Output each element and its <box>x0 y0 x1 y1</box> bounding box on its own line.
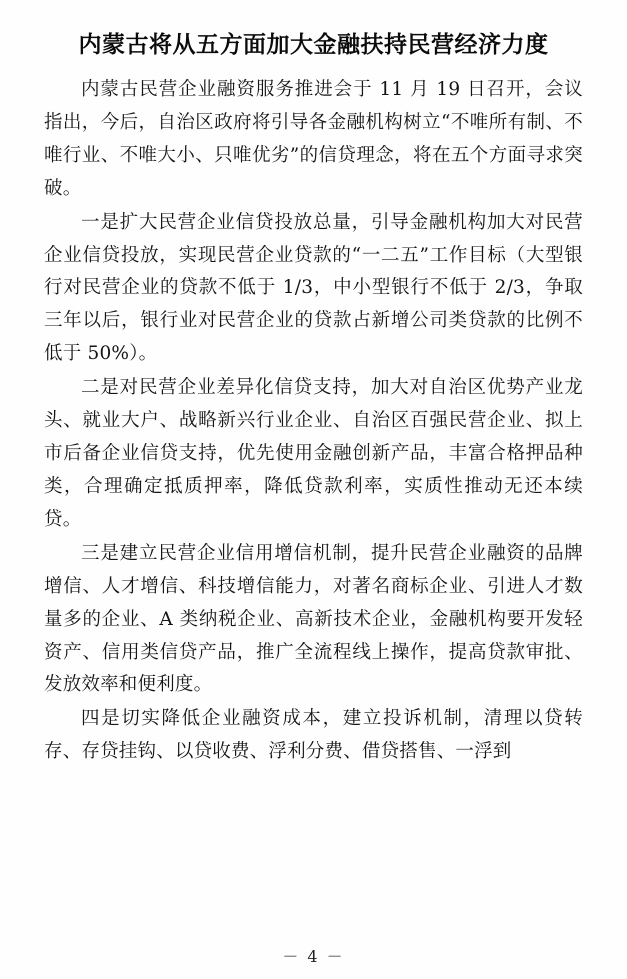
paragraph: 内蒙古民营企业融资服务推进会于 11 月 19 日召开，会议指出，今后，自治区政府将引导各金融机构树立“不唯所有制、不唯行业、不唯大小、只唯优劣”的信贷理念，将在五个方面寻求突破。 <box>44 78 583 199</box>
page-number: － 4 － <box>282 947 345 966</box>
document-body <box>44 74 583 769</box>
paragraph: 一是扩大民营企业信贷投放总量，引导金融机构加大对民营企业信贷投放，实现民营企业贷款的“一二五”工作目标（大型银行对民营企业的贷款不低于 1/3，中小型银行不低于 2/3，争取三年以后，银行业对民营企业的贷款占新增公司类贷款的比例不低于 50%）。 <box>44 211 583 365</box>
paragraph: 三是建立民营企业信用增信机制，提升民营企业融资的品牌增信、人才增信、科技增信能力，对著名商标企业、引进人才数量多的企业、A 类纳税企业、高新技术企业，金融机构要开发轻资产、信用类信贷产品，推广全流程线上操作，提高贷款审批、发放效率和便利度。 <box>44 542 583 696</box>
paragraph: 四是切实降低企业融资成本，建立投诉机制，清理以贷转存、存贷挂钩、以贷收费、浮利分费、借贷搭售、一浮到 <box>44 708 583 763</box>
paragraph: 二是对民营企业差异化信贷支持，加大对自治区优势产业龙头、就业大户、战略新兴行业企业、自治区百强民营企业、拟上市后备企业信贷支持，优先使用金融创新产品，丰富合格押品种类，合理确定抵质押率，降低贷款利率，实质性推动无还本续贷。 <box>44 377 583 530</box>
page-title: 内蒙古将从五方面加大金融扶持民营经济力度 <box>78 31 549 58</box>
